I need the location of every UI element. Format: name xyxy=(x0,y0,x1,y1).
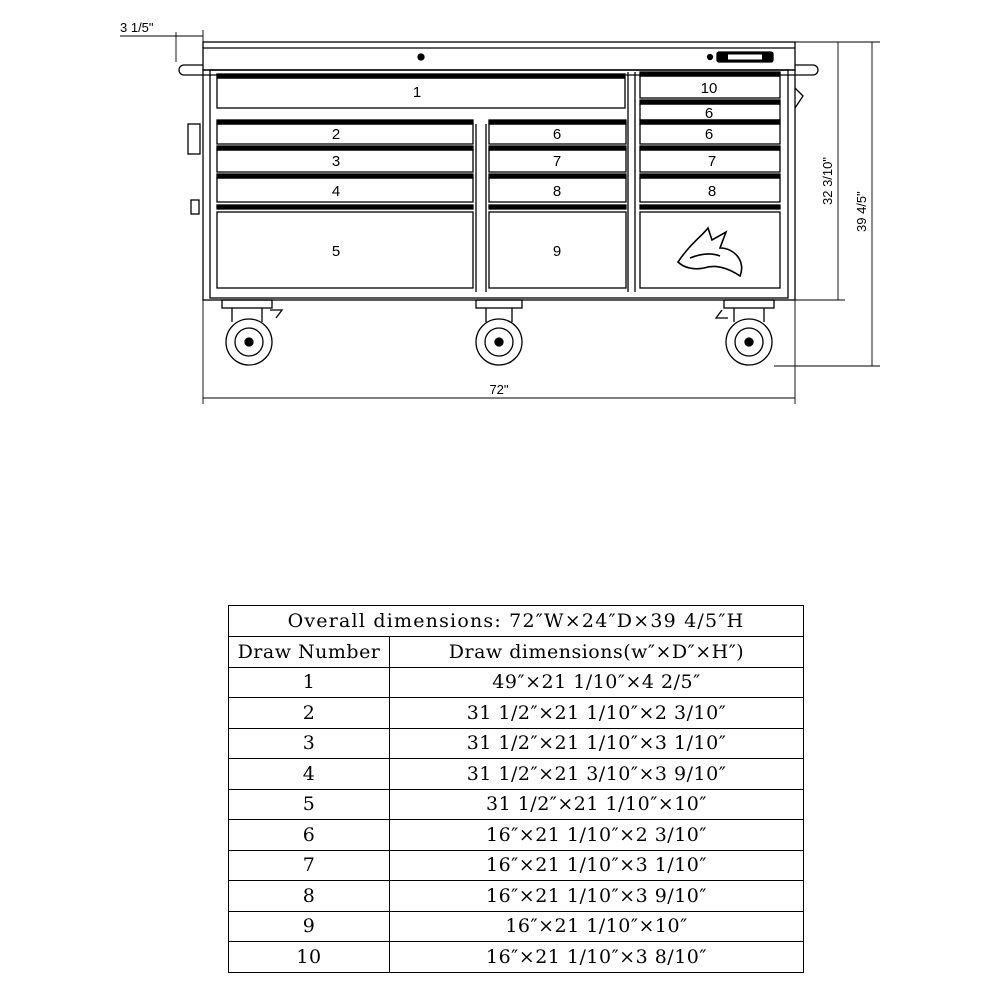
table-row xyxy=(229,728,804,759)
brand-logo xyxy=(678,228,742,276)
drawer-3 xyxy=(217,150,473,172)
drawer-number-cell: 7 xyxy=(229,850,390,881)
label-drawer-6-mid: 6 xyxy=(552,126,562,143)
dimension-lines xyxy=(120,30,880,404)
label-drawer-1: 1 xyxy=(412,84,422,101)
drawer-dimensions-cell: 31 1/2″×21 3/10″×3 9/10″ xyxy=(390,759,804,790)
table-row xyxy=(229,667,804,698)
label-drawer-5: 5 xyxy=(331,243,341,260)
drawer-dimensions-cell: 31 1/2″×21 1/10″×2 3/10″ xyxy=(390,698,804,729)
drawer-number-cell: 3 xyxy=(229,728,390,759)
chest-lid xyxy=(203,42,795,70)
lid-lock xyxy=(418,54,424,60)
table-title-row xyxy=(229,606,804,637)
table-row xyxy=(229,789,804,820)
drawer-dimensions-cell: 16″×21 1/10″×2 3/10″ xyxy=(390,820,804,851)
dim-overall-width: 72" xyxy=(489,382,509,397)
table-row xyxy=(229,820,804,851)
drawer-4 xyxy=(217,178,473,202)
drawer-number-cell: 5 xyxy=(229,789,390,820)
table-row xyxy=(229,698,804,729)
table-row xyxy=(229,850,804,881)
label-drawer-2: 2 xyxy=(331,126,341,143)
drawer-dimensions-cell: 16″×21 1/10″×10″ xyxy=(390,911,804,942)
dim-overall-height: 39 4/5" xyxy=(854,191,869,232)
label-drawer-8-right: 8 xyxy=(707,183,717,200)
brand-badge xyxy=(708,52,774,62)
label-drawer-7-mid: 7 xyxy=(552,153,562,170)
drawer-number-cell: 9 xyxy=(229,911,390,942)
drawer-5 xyxy=(217,212,473,288)
table-row xyxy=(229,881,804,912)
table-header-row xyxy=(229,637,804,668)
label-drawer-8-mid: 8 xyxy=(552,183,562,200)
caster-middle xyxy=(476,300,522,365)
drawer-number-cell: 10 xyxy=(229,942,390,973)
table-row xyxy=(229,759,804,790)
label-drawer-6-right-top: 6 xyxy=(704,105,714,122)
drawer-dimensions-cell: 31 1/2″×21 1/10″×10″ xyxy=(390,789,804,820)
dim-cabinet-height: 32 3/10" xyxy=(820,157,835,205)
caster-right xyxy=(716,300,774,365)
drawer-number-cell: 8 xyxy=(229,881,390,912)
side-handle-right xyxy=(795,65,818,75)
drawer-bottom-right xyxy=(640,212,780,288)
caster-left xyxy=(222,300,282,365)
drawer-dimensions-cell: 16″×21 1/10″×3 8/10″ xyxy=(390,942,804,973)
tool-chest-drawing xyxy=(0,0,1000,420)
side-handle-left xyxy=(179,65,203,75)
table-row xyxy=(229,911,804,942)
drawer-dimensions-cell: 16″×21 1/10″×3 1/10″ xyxy=(390,850,804,881)
header-draw-number: Draw Number xyxy=(229,637,390,668)
drawer-dimensions-cell: 31 1/2″×21 1/10″×3 1/10″ xyxy=(390,728,804,759)
drawer-2 xyxy=(217,124,473,144)
drawer-dimensions-cell: 16″×21 1/10″×3 9/10″ xyxy=(390,881,804,912)
label-drawer-10: 10 xyxy=(700,80,718,97)
dim-handle-offset: 3 1/5" xyxy=(120,20,154,35)
label-drawer-6-right: 6 xyxy=(704,126,714,143)
table-title: Overall dimensions: 72″W×24″D×39 4/5″H xyxy=(229,606,804,637)
header-draw-dimensions: Draw dimensions(w″×D″×H″) xyxy=(390,637,804,668)
label-drawer-9: 9 xyxy=(552,243,562,260)
drawer-dimensions-table xyxy=(228,605,804,973)
label-drawer-4: 4 xyxy=(331,183,341,200)
drawer-number-cell: 4 xyxy=(229,759,390,790)
table-row xyxy=(229,942,804,973)
drawer-number-cell: 2 xyxy=(229,698,390,729)
drawer-dimensions-cell: 49″×21 1/10″×4 2/5″ xyxy=(390,667,804,698)
side-lock xyxy=(188,124,200,154)
drawer-number-cell: 6 xyxy=(229,820,390,851)
label-drawer-7-right: 7 xyxy=(707,153,717,170)
label-drawer-3: 3 xyxy=(331,153,341,170)
drawer-number-cell: 1 xyxy=(229,667,390,698)
